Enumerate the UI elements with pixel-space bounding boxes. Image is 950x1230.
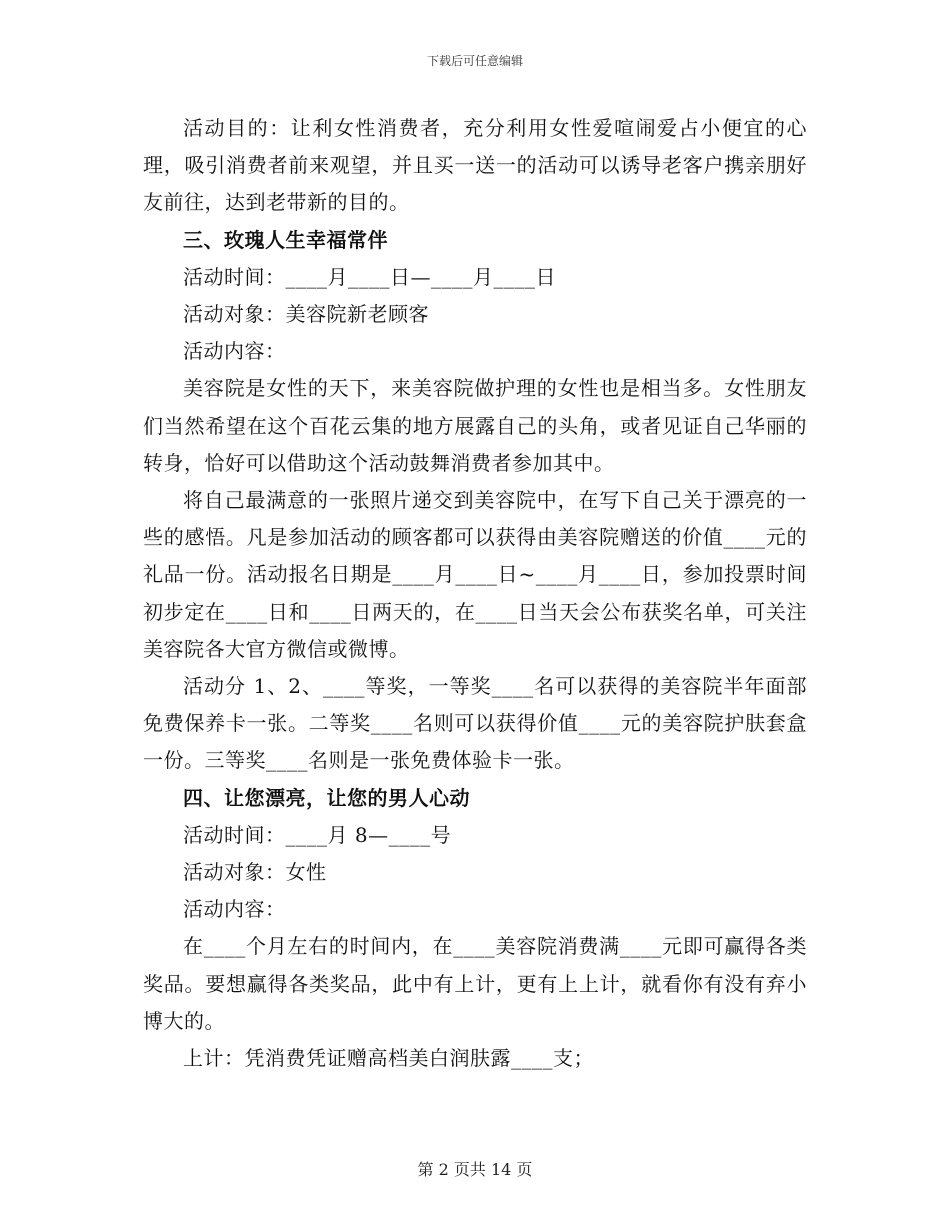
- paragraph-activity-time: 活动时间：____月 8—____号: [183, 822, 452, 847]
- paragraph-body: 美容院是女性的天下，来美容院做护理的女性也是相当多。女性朋友们当然希望在这个百花云集的地方展露自己的头角，或者见证自己华丽的转身，恰好可以借助这个活动鼓舞消费者参加其中。: [143, 376, 807, 475]
- paragraph-activity-time: 活动时间：____月____日—____月____日: [183, 264, 556, 289]
- page-header: 下载后可任意编辑: [426, 54, 523, 68]
- paragraph-activity-purpose: 活动目的：让利女性消费者，充分利用女性爱喧闹爱占小便宜的心理，吸引消费者前来观望，并且买一送一的活动可以诱导老客户携亲朋好友前往，达到老带新的目的。: [143, 116, 807, 215]
- paragraph-body: 上计：凭消费凭证赠高档美白润肤露____支；: [183, 1046, 594, 1071]
- paragraph-body: 在____个月左右的时间内，在____美容院消费满____元即可赢得各类奖品。要想赢得各类奖品，此中有上计，更有上上计，就看你有没有弃小博大的。: [143, 934, 807, 1033]
- paragraph-body: 将自己最满意的一张照片递交到美容院中，在写下自己关于漂亮的一些的感悟。凡是参加活动的顾客都可以获得由美容院赠送的价值____元的礼品一份。活动报名日期是____月____日~____月____日，参加投票时间初步定在____日和____日两天的，在____日当天会公布获奖名单，可关注美容院各大官方微信或微博。: [143, 488, 807, 661]
- paragraph-activity-target: 活动对象：美容院新老顾客: [183, 302, 429, 327]
- page-footer: 第 2 页共 14 页: [417, 1160, 533, 1179]
- section-heading-4: 四、让您漂亮，让您的男人心动: [183, 785, 470, 810]
- paragraph-activity-content-label: 活动内容：: [183, 339, 286, 364]
- paragraph-activity-content-label: 活动内容：: [183, 897, 286, 922]
- paragraph-body: 活动分 1、2、____等奖，一等奖____名可以获得的美容院半年面部免费保养卡一张。二等奖____名则可以获得价值____元的美容院护肤套盒一份。三等奖____名则是一张免费体验卡一张。: [143, 674, 807, 773]
- section-heading-3: 三、玫瑰人生幸福常伴: [183, 227, 388, 252]
- document-body: [143, 110, 807, 1077]
- paragraph-activity-target: 活动对象：女性: [183, 860, 327, 885]
